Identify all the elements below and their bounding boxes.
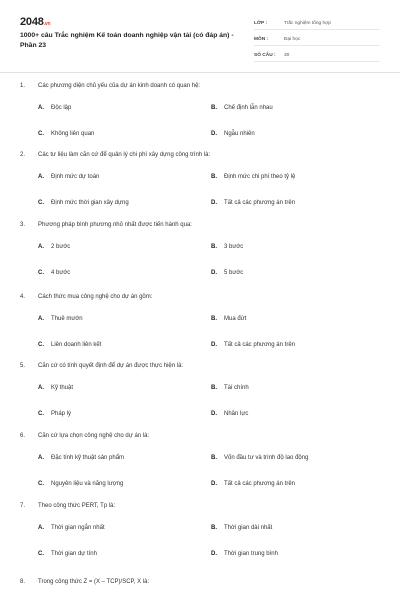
option-d[interactable] xyxy=(211,342,295,348)
option-text: Định mức dự toán xyxy=(51,174,100,180)
option-text: Thời gian ngắn nhất xyxy=(51,525,105,531)
question-text: Theo công thức PERT, Tp là: xyxy=(38,503,116,509)
option-letter: D. xyxy=(211,481,217,487)
option-c[interactable] xyxy=(38,551,97,557)
option-text: Định mức thời gian xây dựng xyxy=(51,200,129,206)
option-text: Thời gian dự tính xyxy=(51,551,97,557)
question-number: 5. xyxy=(20,363,26,369)
option-text: 5 bước xyxy=(224,270,244,276)
option-d[interactable] xyxy=(211,200,295,206)
option-letter: D. xyxy=(211,411,217,417)
option-text: Tất cả các phương án trên xyxy=(224,481,295,487)
question-number: 7. xyxy=(20,503,26,509)
logo-domain: .vn xyxy=(43,21,51,27)
option-text: Ngẫu nhiên xyxy=(224,131,255,137)
option-text: Độc lập xyxy=(51,105,72,111)
question-stem xyxy=(20,433,390,439)
option-text: Tất cả các phương án trên xyxy=(224,342,295,348)
option-letter: B. xyxy=(211,316,217,322)
meta-row-class xyxy=(254,14,380,30)
option-letter: C. xyxy=(38,200,44,206)
option-a[interactable] xyxy=(38,525,105,531)
meta-value: Đại học xyxy=(284,37,301,42)
option-c[interactable] xyxy=(38,481,123,487)
option-text: Thời gian dài nhất xyxy=(224,525,273,531)
option-b[interactable] xyxy=(211,105,273,111)
option-a[interactable] xyxy=(38,105,71,111)
option-b[interactable] xyxy=(211,525,272,531)
question-number: 6. xyxy=(20,433,26,439)
option-a[interactable] xyxy=(38,316,83,322)
question-text: Trong công thức Z = (X – TCP)/SCP, X là: xyxy=(38,579,150,585)
option-letter: C. xyxy=(38,481,44,487)
option-letter: D. xyxy=(211,342,217,348)
option-a[interactable] xyxy=(38,455,124,461)
option-letter: A. xyxy=(38,174,44,180)
question-stem xyxy=(20,503,390,509)
option-text: Không liên quan xyxy=(51,131,95,137)
meta-key: SỐ CÂU : xyxy=(254,53,276,58)
question-number: 2. xyxy=(20,152,26,158)
option-text: Chế định lẫn nhau xyxy=(224,105,273,111)
option-a[interactable] xyxy=(38,244,70,250)
question-text: Căn cứ lựa chọn công nghệ cho dự án là: xyxy=(38,433,150,439)
option-letter: A. xyxy=(38,244,44,250)
option-letter: D. xyxy=(211,551,217,557)
option-text: Kỹ thuật xyxy=(51,385,74,391)
option-text: Thời gian trung bình xyxy=(224,551,278,557)
question-number: 3. xyxy=(20,222,26,228)
question-text: Phương pháp bình phương nhỏ nhất được tiến hành qua: xyxy=(38,222,192,228)
option-letter: C. xyxy=(38,270,44,276)
question-stem xyxy=(20,83,390,89)
question-text: Cách thức mua công nghệ cho dự án gồm: xyxy=(38,294,153,300)
question-text: Các phương diện chủ yếu của dự án kinh doanh có quan hệ: xyxy=(38,83,201,89)
question-number: 8. xyxy=(20,579,26,585)
option-text: 3 bước xyxy=(224,244,244,250)
question-stem xyxy=(20,152,390,158)
option-letter: D. xyxy=(211,200,217,206)
option-letter: D. xyxy=(211,270,217,276)
meta-value: Trắc nghiệm tổng hợp xyxy=(284,21,331,26)
option-letter: B. xyxy=(211,174,217,180)
option-a[interactable] xyxy=(38,385,73,391)
option-b[interactable] xyxy=(211,174,295,180)
question-stem xyxy=(20,363,390,369)
option-letter: B. xyxy=(211,385,217,391)
option-text: Định mức chi phí theo tỷ lệ xyxy=(224,174,296,180)
question-text: Các tư liệu làm căn cứ để quản lý chi phí xây dựng công trình là: xyxy=(38,152,211,158)
option-text: Vốn đầu tư và trình độ lao động xyxy=(224,455,309,461)
option-letter: A. xyxy=(38,316,44,322)
question-stem xyxy=(20,579,390,585)
option-text: Thuê mướn xyxy=(51,316,83,322)
option-b[interactable] xyxy=(211,385,249,391)
option-letter: B. xyxy=(211,244,217,250)
option-b[interactable] xyxy=(211,316,246,322)
question-stem xyxy=(20,294,390,300)
option-letter: B. xyxy=(211,525,217,531)
document-header xyxy=(0,0,400,73)
option-text: Đặc tính kỹ thuật sản phẩm xyxy=(51,455,125,461)
document-title: 1000+ câu Trắc nghiệm Kế toán doanh nghiệp vận tải (có đáp án) - Phần 23 xyxy=(20,32,234,49)
meta-value: 30 xyxy=(284,53,290,58)
option-c[interactable] xyxy=(38,131,94,137)
option-text: Pháp lý xyxy=(51,411,72,417)
option-letter: C. xyxy=(38,551,44,557)
option-letter: C. xyxy=(38,342,44,348)
option-letter: B. xyxy=(211,105,217,111)
logo-text: 2048 xyxy=(20,16,44,28)
option-b[interactable] xyxy=(211,244,243,250)
option-text: 2 bước xyxy=(51,244,71,250)
option-c[interactable] xyxy=(38,270,70,276)
option-text: Tài chính xyxy=(224,385,249,391)
option-d[interactable] xyxy=(211,270,243,276)
meta-row-count xyxy=(254,46,380,62)
question-text: Căn cứ có tính quyết định để dự án được thực hiện là: xyxy=(38,363,184,369)
option-letter: C. xyxy=(38,411,44,417)
option-text: Tất cả các phương án trên xyxy=(224,200,295,206)
option-letter: A. xyxy=(38,105,44,111)
document-meta xyxy=(254,14,380,62)
site-logo[interactable] xyxy=(20,16,50,28)
option-a[interactable] xyxy=(38,174,99,180)
option-c[interactable] xyxy=(38,411,71,417)
option-letter: A. xyxy=(38,455,44,461)
option-c[interactable] xyxy=(38,342,101,348)
meta-key: MÔN : xyxy=(254,37,269,42)
question-stem xyxy=(20,222,390,228)
option-d[interactable] xyxy=(211,551,278,557)
option-b[interactable] xyxy=(211,455,308,461)
option-letter: D. xyxy=(211,131,217,137)
meta-row-subject xyxy=(254,30,380,46)
question-number: 4. xyxy=(20,294,26,300)
question-number: 1. xyxy=(20,83,26,89)
option-d[interactable] xyxy=(211,131,255,137)
option-letter: A. xyxy=(38,385,44,391)
option-d[interactable] xyxy=(211,481,295,487)
option-text: 4 bước xyxy=(51,270,71,276)
option-text: Nguyên liệu và năng lượng xyxy=(51,481,124,487)
option-letter: C. xyxy=(38,131,44,137)
option-text: Mua đứt xyxy=(224,316,247,322)
option-c[interactable] xyxy=(38,200,129,206)
meta-key: LỚP : xyxy=(254,21,268,26)
option-letter: B. xyxy=(211,455,217,461)
option-d[interactable] xyxy=(211,411,248,417)
option-letter: A. xyxy=(38,525,44,531)
option-text: Nhân lực xyxy=(224,411,249,417)
option-text: Liên doanh liên kết xyxy=(51,342,102,348)
